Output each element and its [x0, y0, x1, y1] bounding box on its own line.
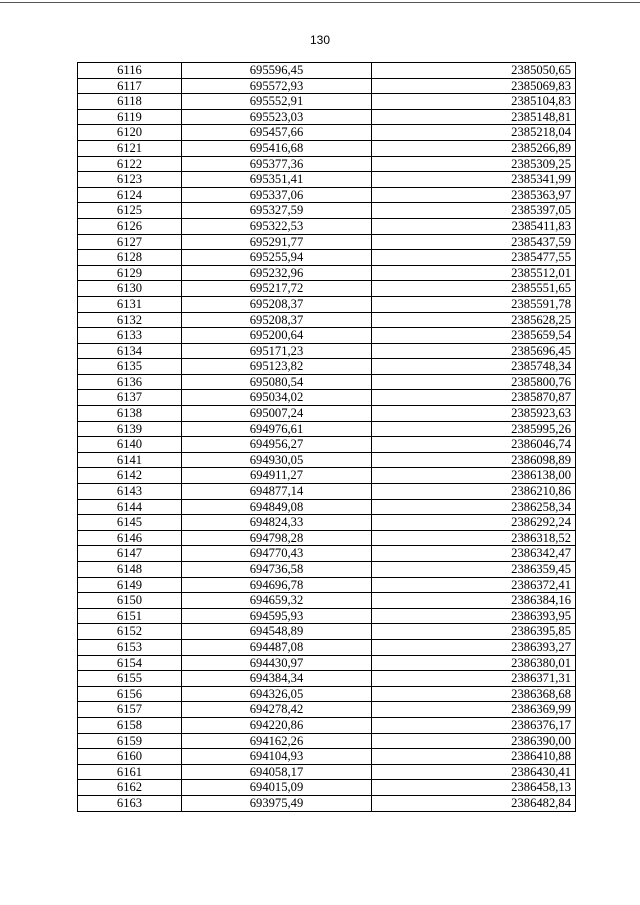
table-row: [78, 702, 576, 718]
point-number-cell: 6153: [78, 639, 182, 655]
y-coordinate-cell: 2386369,99: [372, 702, 576, 718]
table-row: [78, 452, 576, 468]
coordinates-table-body: [78, 63, 576, 812]
point-number-cell: 6162: [78, 780, 182, 796]
table-row: [78, 717, 576, 733]
table-row: [78, 546, 576, 562]
point-number-cell: 6134: [78, 343, 182, 359]
table-row: [78, 125, 576, 141]
x-coordinate-cell: 694956,27: [182, 437, 372, 453]
table-row: [78, 63, 576, 79]
table-row: [78, 94, 576, 110]
point-number-cell: 6155: [78, 671, 182, 687]
x-coordinate-cell: 694058,17: [182, 764, 372, 780]
y-coordinate-cell: 2385800,76: [372, 374, 576, 390]
x-coordinate-cell: 695080,54: [182, 374, 372, 390]
point-number-cell: 6148: [78, 562, 182, 578]
point-number-cell: 6125: [78, 203, 182, 219]
point-number-cell: 6127: [78, 234, 182, 250]
x-coordinate-cell: 695291,77: [182, 234, 372, 250]
x-coordinate-cell: 694736,58: [182, 562, 372, 578]
y-coordinate-cell: 2385870,87: [372, 390, 576, 406]
x-coordinate-cell: 694798,28: [182, 530, 372, 546]
y-coordinate-cell: 2386258,34: [372, 499, 576, 515]
point-number-cell: 6140: [78, 437, 182, 453]
point-number-cell: 6149: [78, 577, 182, 593]
y-coordinate-cell: 2385551,65: [372, 281, 576, 297]
table-row: [78, 499, 576, 515]
y-coordinate-cell: 2385104,83: [372, 94, 576, 110]
x-coordinate-cell: 694770,43: [182, 546, 372, 562]
y-coordinate-cell: 2386372,41: [372, 577, 576, 593]
y-coordinate-cell: 2386376,17: [372, 717, 576, 733]
point-number-cell: 6131: [78, 296, 182, 312]
y-coordinate-cell: 2386046,74: [372, 437, 576, 453]
table-row: [78, 406, 576, 422]
table-row: [78, 156, 576, 172]
point-number-cell: 6163: [78, 795, 182, 811]
point-number-cell: 6119: [78, 109, 182, 125]
point-number-cell: 6144: [78, 499, 182, 515]
x-coordinate-cell: 694487,08: [182, 639, 372, 655]
x-coordinate-cell: 694824,33: [182, 515, 372, 531]
top-border-line: [0, 2, 640, 3]
y-coordinate-cell: 2386359,45: [372, 562, 576, 578]
x-coordinate-cell: 695217,72: [182, 281, 372, 297]
point-number-cell: 6128: [78, 250, 182, 266]
table-row: [78, 577, 576, 593]
y-coordinate-cell: 2386318,52: [372, 530, 576, 546]
table-row: [78, 250, 576, 266]
x-coordinate-cell: 693975,49: [182, 795, 372, 811]
table-row: [78, 109, 576, 125]
y-coordinate-cell: 2385512,01: [372, 265, 576, 281]
table-row: [78, 484, 576, 500]
y-coordinate-cell: 2386292,24: [372, 515, 576, 531]
y-coordinate-cell: 2386342,47: [372, 546, 576, 562]
point-number-cell: 6152: [78, 624, 182, 640]
table-row: [78, 749, 576, 765]
table-row: [78, 468, 576, 484]
y-coordinate-cell: 2385477,55: [372, 250, 576, 266]
point-number-cell: 6160: [78, 749, 182, 765]
point-number-cell: 6136: [78, 374, 182, 390]
point-number-cell: 6123: [78, 172, 182, 188]
point-number-cell: 6150: [78, 593, 182, 609]
y-coordinate-cell: 2385069,83: [372, 78, 576, 94]
y-coordinate-cell: 2386210,86: [372, 484, 576, 500]
x-coordinate-cell: 695208,37: [182, 296, 372, 312]
x-coordinate-cell: 695552,91: [182, 94, 372, 110]
y-coordinate-cell: 2385411,83: [372, 218, 576, 234]
x-coordinate-cell: 695232,96: [182, 265, 372, 281]
table-row: [78, 686, 576, 702]
y-coordinate-cell: 2386384,16: [372, 593, 576, 609]
table-row: [78, 795, 576, 811]
x-coordinate-cell: 694430,97: [182, 655, 372, 671]
table-row: [78, 390, 576, 406]
point-number-cell: 6138: [78, 406, 182, 422]
y-coordinate-cell: 2386393,27: [372, 639, 576, 655]
x-coordinate-cell: 695377,36: [182, 156, 372, 172]
point-number-cell: 6156: [78, 686, 182, 702]
y-coordinate-cell: 2385148,81: [372, 109, 576, 125]
y-coordinate-cell: 2385591,78: [372, 296, 576, 312]
x-coordinate-cell: 694548,89: [182, 624, 372, 640]
table-row: [78, 655, 576, 671]
point-number-cell: 6137: [78, 390, 182, 406]
table-row: [78, 78, 576, 94]
y-coordinate-cell: 2385341,99: [372, 172, 576, 188]
y-coordinate-cell: 2385748,34: [372, 359, 576, 375]
x-coordinate-cell: 694162,26: [182, 733, 372, 749]
table-row: [78, 374, 576, 390]
table-row: [78, 187, 576, 203]
table-row: [78, 172, 576, 188]
point-number-cell: 6116: [78, 63, 182, 79]
y-coordinate-cell: 2386458,13: [372, 780, 576, 796]
point-number-cell: 6117: [78, 78, 182, 94]
y-coordinate-cell: 2386393,95: [372, 608, 576, 624]
y-coordinate-cell: 2385266,89: [372, 140, 576, 156]
x-coordinate-cell: 695327,59: [182, 203, 372, 219]
point-number-cell: 6130: [78, 281, 182, 297]
point-number-cell: 6120: [78, 125, 182, 141]
table-row: [78, 328, 576, 344]
x-coordinate-cell: 694104,93: [182, 749, 372, 765]
point-number-cell: 6129: [78, 265, 182, 281]
x-coordinate-cell: 694015,09: [182, 780, 372, 796]
x-coordinate-cell: 694877,14: [182, 484, 372, 500]
table-row: [78, 639, 576, 655]
point-number-cell: 6161: [78, 764, 182, 780]
point-number-cell: 6135: [78, 359, 182, 375]
x-coordinate-cell: 694911,27: [182, 468, 372, 484]
table-row: [78, 733, 576, 749]
point-number-cell: 6122: [78, 156, 182, 172]
point-number-cell: 6159: [78, 733, 182, 749]
point-number-cell: 6118: [78, 94, 182, 110]
point-number-cell: 6146: [78, 530, 182, 546]
table-row: [78, 234, 576, 250]
point-number-cell: 6147: [78, 546, 182, 562]
point-number-cell: 6139: [78, 421, 182, 437]
x-coordinate-cell: 694220,86: [182, 717, 372, 733]
y-coordinate-cell: 2385218,04: [372, 125, 576, 141]
x-coordinate-cell: 695416,68: [182, 140, 372, 156]
table-row: [78, 608, 576, 624]
table-row: [78, 265, 576, 281]
x-coordinate-cell: 695457,66: [182, 125, 372, 141]
x-coordinate-cell: 695123,82: [182, 359, 372, 375]
y-coordinate-cell: 2386390,00: [372, 733, 576, 749]
y-coordinate-cell: 2385397,05: [372, 203, 576, 219]
x-coordinate-cell: 695596,45: [182, 63, 372, 79]
x-coordinate-cell: 695034,02: [182, 390, 372, 406]
y-coordinate-cell: 2386482,84: [372, 795, 576, 811]
y-coordinate-cell: 2386138,00: [372, 468, 576, 484]
x-coordinate-cell: 694976,61: [182, 421, 372, 437]
point-number-cell: 6145: [78, 515, 182, 531]
y-coordinate-cell: 2386371,31: [372, 671, 576, 687]
point-number-cell: 6132: [78, 312, 182, 328]
x-coordinate-cell: 694326,05: [182, 686, 372, 702]
x-coordinate-cell: 695351,41: [182, 172, 372, 188]
coordinates-table: [77, 62, 576, 812]
table-row: [78, 281, 576, 297]
table-row: [78, 421, 576, 437]
table-row: [78, 343, 576, 359]
x-coordinate-cell: 695200,64: [182, 328, 372, 344]
table-row: [78, 530, 576, 546]
y-coordinate-cell: 2386368,68: [372, 686, 576, 702]
point-number-cell: 6157: [78, 702, 182, 718]
x-coordinate-cell: 695337,06: [182, 187, 372, 203]
point-number-cell: 6154: [78, 655, 182, 671]
y-coordinate-cell: 2385659,54: [372, 328, 576, 344]
x-coordinate-cell: 694384,34: [182, 671, 372, 687]
table-row: [78, 780, 576, 796]
table-row: [78, 562, 576, 578]
table-row: [78, 203, 576, 219]
table-row: [78, 296, 576, 312]
y-coordinate-cell: 2386098,89: [372, 452, 576, 468]
page-number: 130: [309, 33, 331, 47]
point-number-cell: 6158: [78, 717, 182, 733]
point-number-cell: 6143: [78, 484, 182, 500]
x-coordinate-cell: 694930,05: [182, 452, 372, 468]
table-row: [78, 624, 576, 640]
y-coordinate-cell: 2385628,25: [372, 312, 576, 328]
x-coordinate-cell: 695523,03: [182, 109, 372, 125]
point-number-cell: 6124: [78, 187, 182, 203]
table-row: [78, 359, 576, 375]
table-row: [78, 140, 576, 156]
y-coordinate-cell: 2385363,97: [372, 187, 576, 203]
x-coordinate-cell: 695007,24: [182, 406, 372, 422]
x-coordinate-cell: 695208,37: [182, 312, 372, 328]
x-coordinate-cell: 695322,53: [182, 218, 372, 234]
x-coordinate-cell: 694849,08: [182, 499, 372, 515]
table-row: [78, 671, 576, 687]
table-row: [78, 593, 576, 609]
y-coordinate-cell: 2385309,25: [372, 156, 576, 172]
table-row: [78, 437, 576, 453]
y-coordinate-cell: 2386395,85: [372, 624, 576, 640]
y-coordinate-cell: 2385995,26: [372, 421, 576, 437]
x-coordinate-cell: 694595,93: [182, 608, 372, 624]
x-coordinate-cell: 695255,94: [182, 250, 372, 266]
point-number-cell: 6141: [78, 452, 182, 468]
y-coordinate-cell: 2385923,63: [372, 406, 576, 422]
table-row: [78, 218, 576, 234]
x-coordinate-cell: 694659,32: [182, 593, 372, 609]
point-number-cell: 6142: [78, 468, 182, 484]
point-number-cell: 6133: [78, 328, 182, 344]
y-coordinate-cell: 2386410,88: [372, 749, 576, 765]
table-row: [78, 312, 576, 328]
point-number-cell: 6121: [78, 140, 182, 156]
y-coordinate-cell: 2386430,41: [372, 764, 576, 780]
y-coordinate-cell: 2385050,65: [372, 63, 576, 79]
y-coordinate-cell: 2385696,45: [372, 343, 576, 359]
x-coordinate-cell: 694696,78: [182, 577, 372, 593]
x-coordinate-cell: 695572,93: [182, 78, 372, 94]
point-number-cell: 6151: [78, 608, 182, 624]
point-number-cell: 6126: [78, 218, 182, 234]
x-coordinate-cell: 695171,23: [182, 343, 372, 359]
y-coordinate-cell: 2386380,01: [372, 655, 576, 671]
table-row: [78, 515, 576, 531]
y-coordinate-cell: 2385437,59: [372, 234, 576, 250]
x-coordinate-cell: 694278,42: [182, 702, 372, 718]
table-row: [78, 764, 576, 780]
